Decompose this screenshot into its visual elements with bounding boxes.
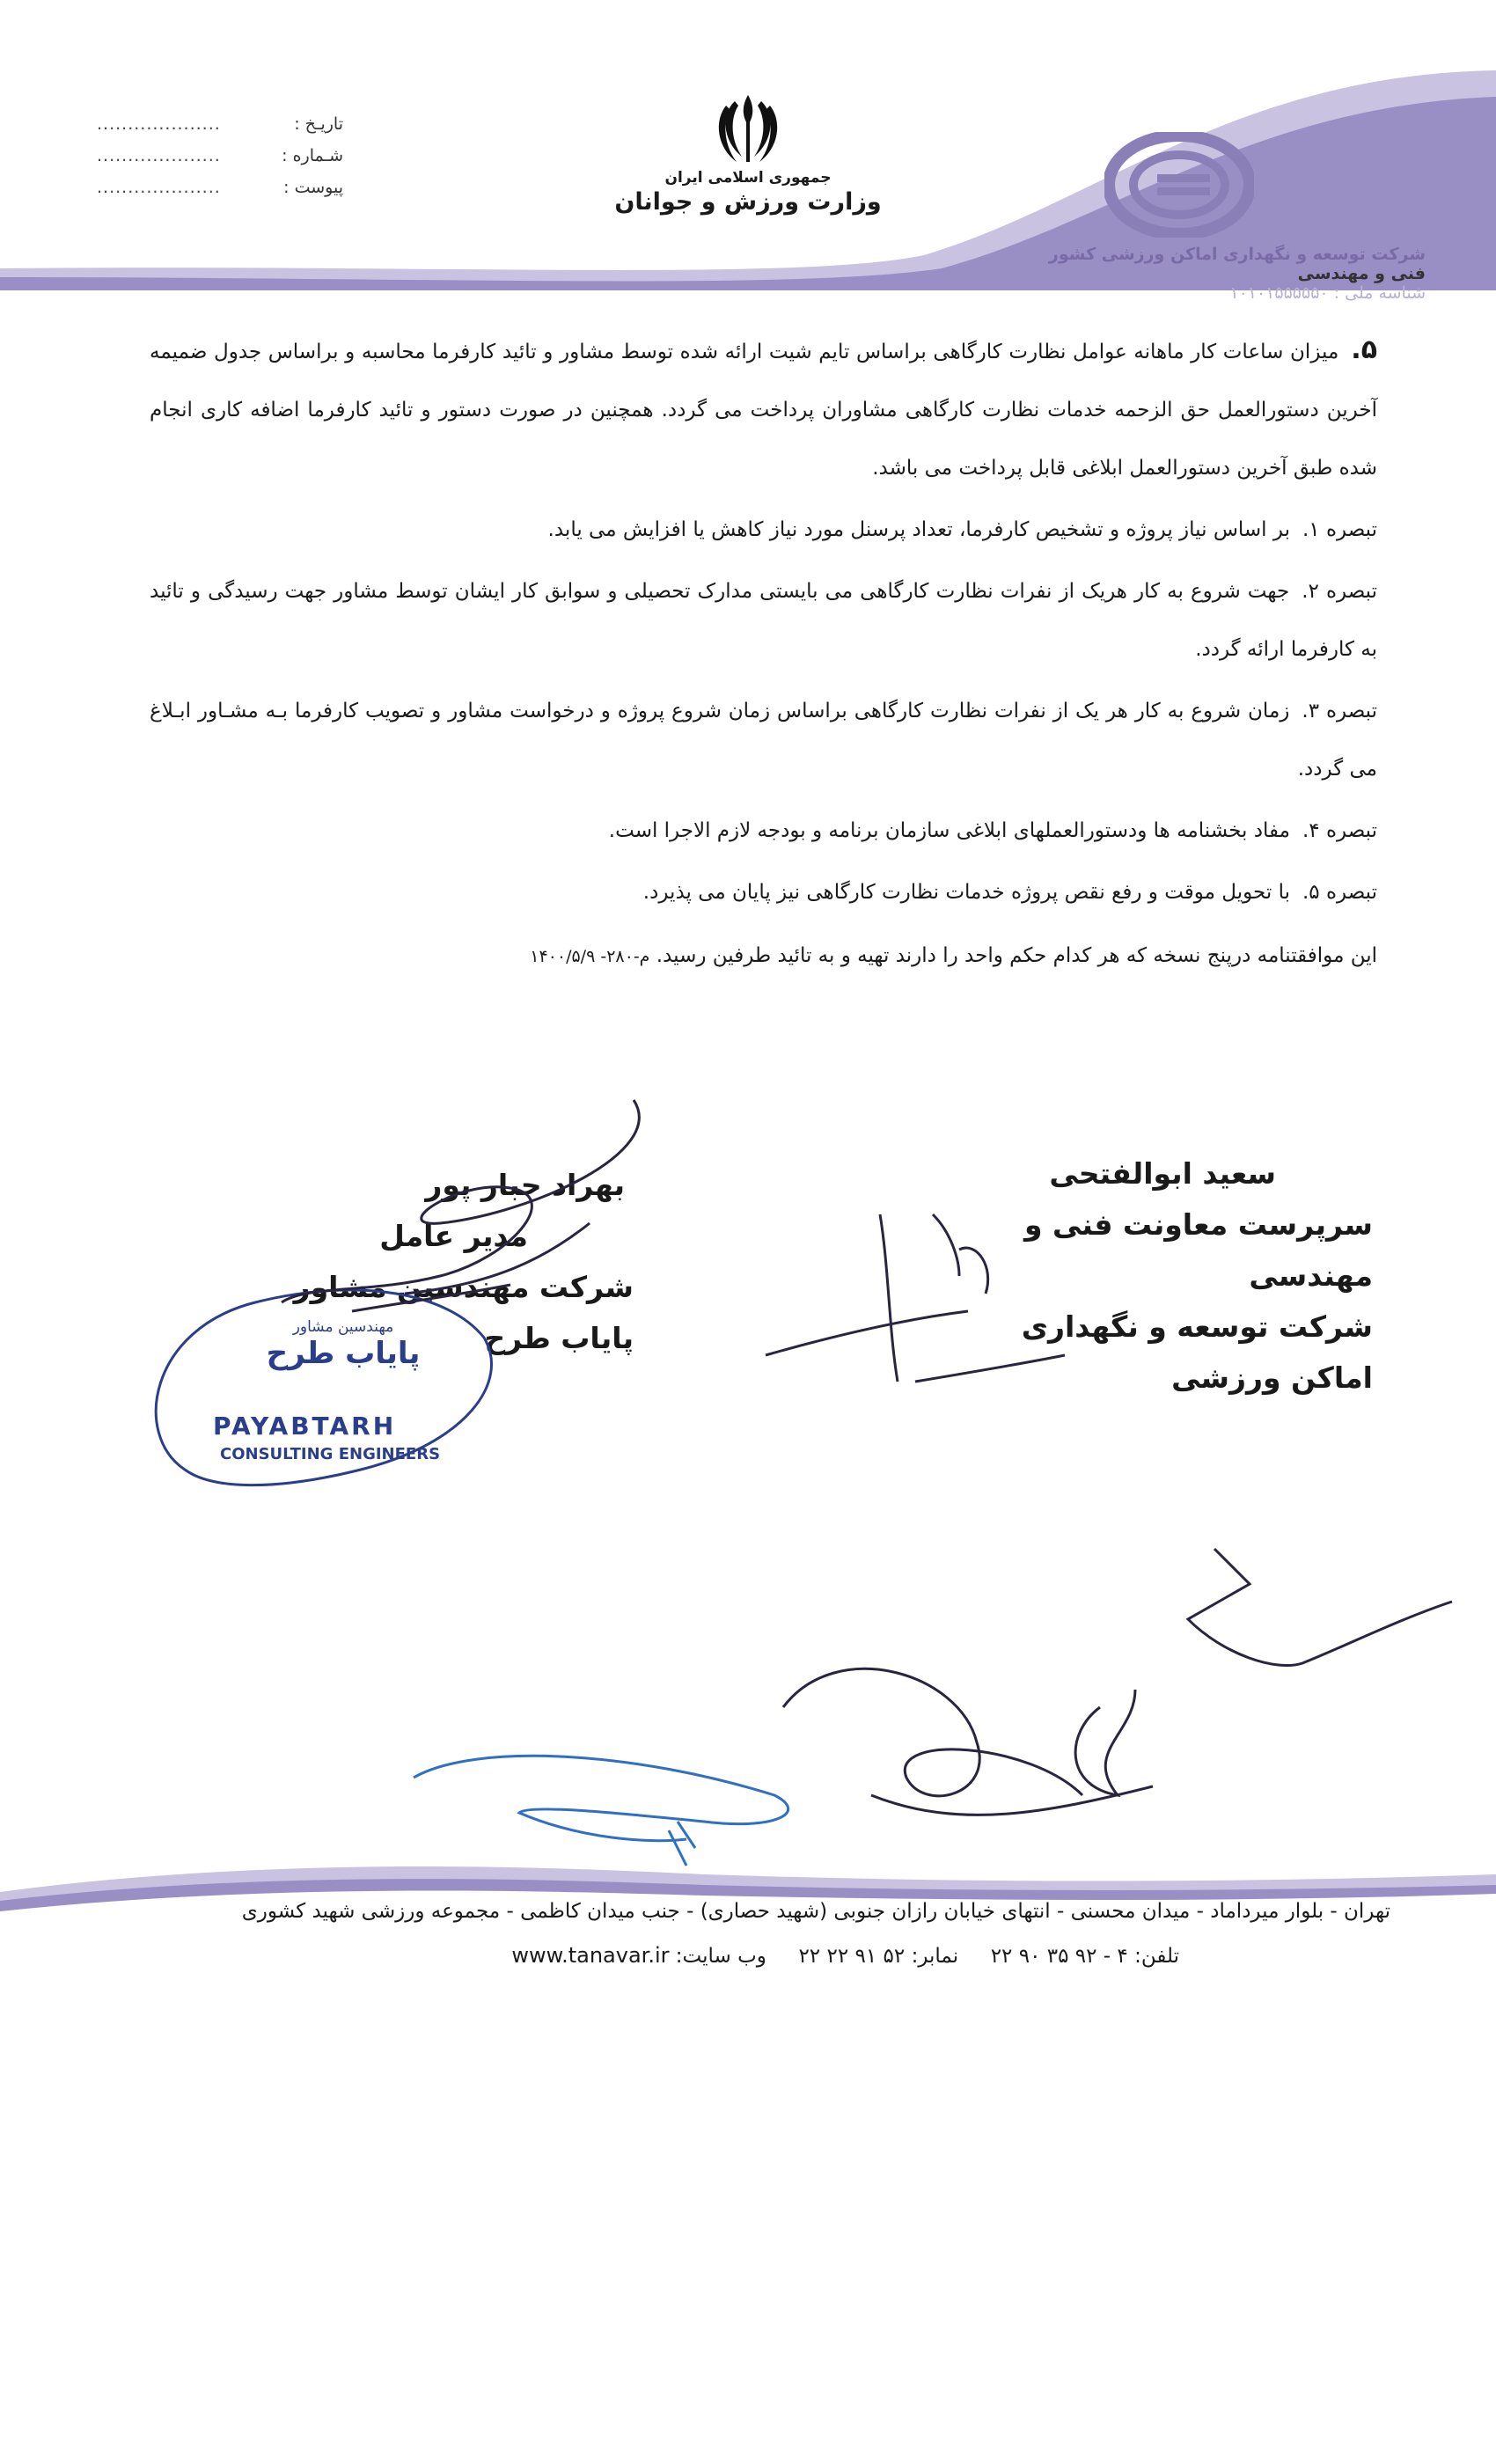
signer-title: مدیر عامل (379, 1219, 528, 1253)
stamp-line2: پایاب طرح (266, 1336, 421, 1371)
ministry-name: وزارت ورزش و جوانان (614, 188, 882, 216)
footer-website-link[interactable]: www.tanavar.ir (511, 1943, 670, 1968)
footer-phone: تلفن: ۴ - ۹۲ ۳۵ ۹۰ ۲۲ (990, 1945, 1179, 1968)
note-label: تبصره ۴. (1302, 819, 1377, 842)
signer-org: شرکت توسعه و نگهداری اماکن ورزشی (1021, 1309, 1373, 1395)
note-text: جهت شروع به کار هریک از نفرات نظارت کارگاهی می بایستی مدارک تحصیلی و سوابق کار ایشان توسط مشاور جهت رسیدگی و تائید به کارفرما ارائه گردد. (150, 580, 1377, 661)
signer-name: سعید ابوالفتحی (1049, 1156, 1276, 1191)
signer-org: شرکت مهندسین مشاور پایاب طرح (293, 1270, 634, 1355)
signer-name: بهراد جبار پور (425, 1168, 625, 1202)
letter-meta (97, 114, 343, 197)
iran-emblem-icon (708, 88, 788, 167)
country-name: جمهوری اسلامی ایران (664, 169, 832, 187)
footer-address: تهران - بلوار میرداماد - میدان محسنی - انتهای خیابان رازان جنوبی (شهید حصاری) - جنب میدان کاظمی - مجموعه ورزشی شهید کشوری (241, 1900, 1390, 1923)
company-header (1012, 132, 1426, 303)
footer-fax: نمابر: ۵۲ ۹۱ ۲۲ ۲۲ (798, 1945, 959, 1968)
note-label: تبصره ۲. (1302, 580, 1377, 603)
closing-statement (150, 927, 1377, 986)
stamp-latin-sub: CONSULTING ENGINEERS (220, 1445, 441, 1463)
reference-number: م-۲۸۰- ۱۴۰۰/۵/۹ (530, 947, 650, 966)
signature-blue-icon (405, 1742, 862, 1874)
item-number: ۵. (1351, 334, 1377, 365)
company-name: شرکت توسعه و نگهداری اماکن ورزشی کشور (1048, 245, 1426, 264)
item-text: میزان ساعات کار ماهانه عوامل نظارت کارگاهی براساس تایم شیت ارائه شده توسط مشاور و تائید کارفرما محاسبه و براساس جدول ضمیمه آخرین دستورالعمل حق الزحمه خدمات نظارت کارگاهی مشاوران پرداخت می گردد. همچنین در صورت دستور و تائید کارفرما اضافه کاری انجام شده طبق آخرین دستورالعمل ابلاغی قابل پرداخت می باشد. (150, 341, 1377, 480)
note-1 (150, 501, 1377, 559)
note-4 (150, 802, 1377, 860)
department-name: فنی و مهندسی (1297, 264, 1426, 283)
note-5 (150, 863, 1377, 921)
signer-title: سرپرست معاونت فنی و مهندسی (1023, 1207, 1373, 1293)
meta-attachment: پیوست : .................... (97, 178, 343, 197)
stamp-line1: مهندسین مشاور (292, 1318, 394, 1336)
footer-contact (475, 1936, 1179, 1976)
note-label: تبصره ۱. (1302, 518, 1377, 541)
footer-website-label: وب سایت: (675, 1945, 766, 1968)
closing-text: این موافقتنامه درپنج نسخه که هر کدام حکم واحد را دارند تهیه و به تائید طرفین رسید. (656, 944, 1377, 967)
note-text: بر اساس نیاز پروژه و تشخیص کارفرما، تعداد پرسنل مورد نیاز کاهش یا افزایش می یابد. (547, 518, 1290, 541)
item-5 (150, 321, 1377, 497)
ministry-header (607, 88, 889, 216)
note-text: مفاد بخشنامه ها ودستورالعملهای ابلاغی سازمان برنامه و بودجه لازم الاجرا است. (608, 819, 1290, 842)
letter-body (150, 321, 1377, 986)
meta-date: تاریـخ : .................... (97, 114, 343, 134)
note-text: زمان شروع به کار هر یک از نفرات نظارت کارگاهی براساس زمان شروع پروژه و درخواست مشاور و تصویب کارفرما بـه مشـاور ابـلاغ می گردد. (150, 700, 1377, 781)
meta-number: شـماره : .................... (97, 146, 343, 165)
note-2 (150, 562, 1377, 678)
note-label: تبصره ۳. (1302, 700, 1377, 722)
note-3 (150, 682, 1377, 798)
national-id: شناسه ملی : ۱۰۱۰۱۵۵۵۵۵۰ (1229, 283, 1426, 303)
signature-right-icon (757, 1179, 1074, 1408)
note-text: با تحویل موقت و رفع نقص پروژه خدمات نظارت کارگاهی نیز پایان می پذیرد. (642, 881, 1290, 904)
note-label: تبصره ۵. (1302, 881, 1377, 904)
stamp-latin: PAYABTARH (213, 1412, 397, 1441)
signature-left-icon (176, 1082, 669, 1399)
